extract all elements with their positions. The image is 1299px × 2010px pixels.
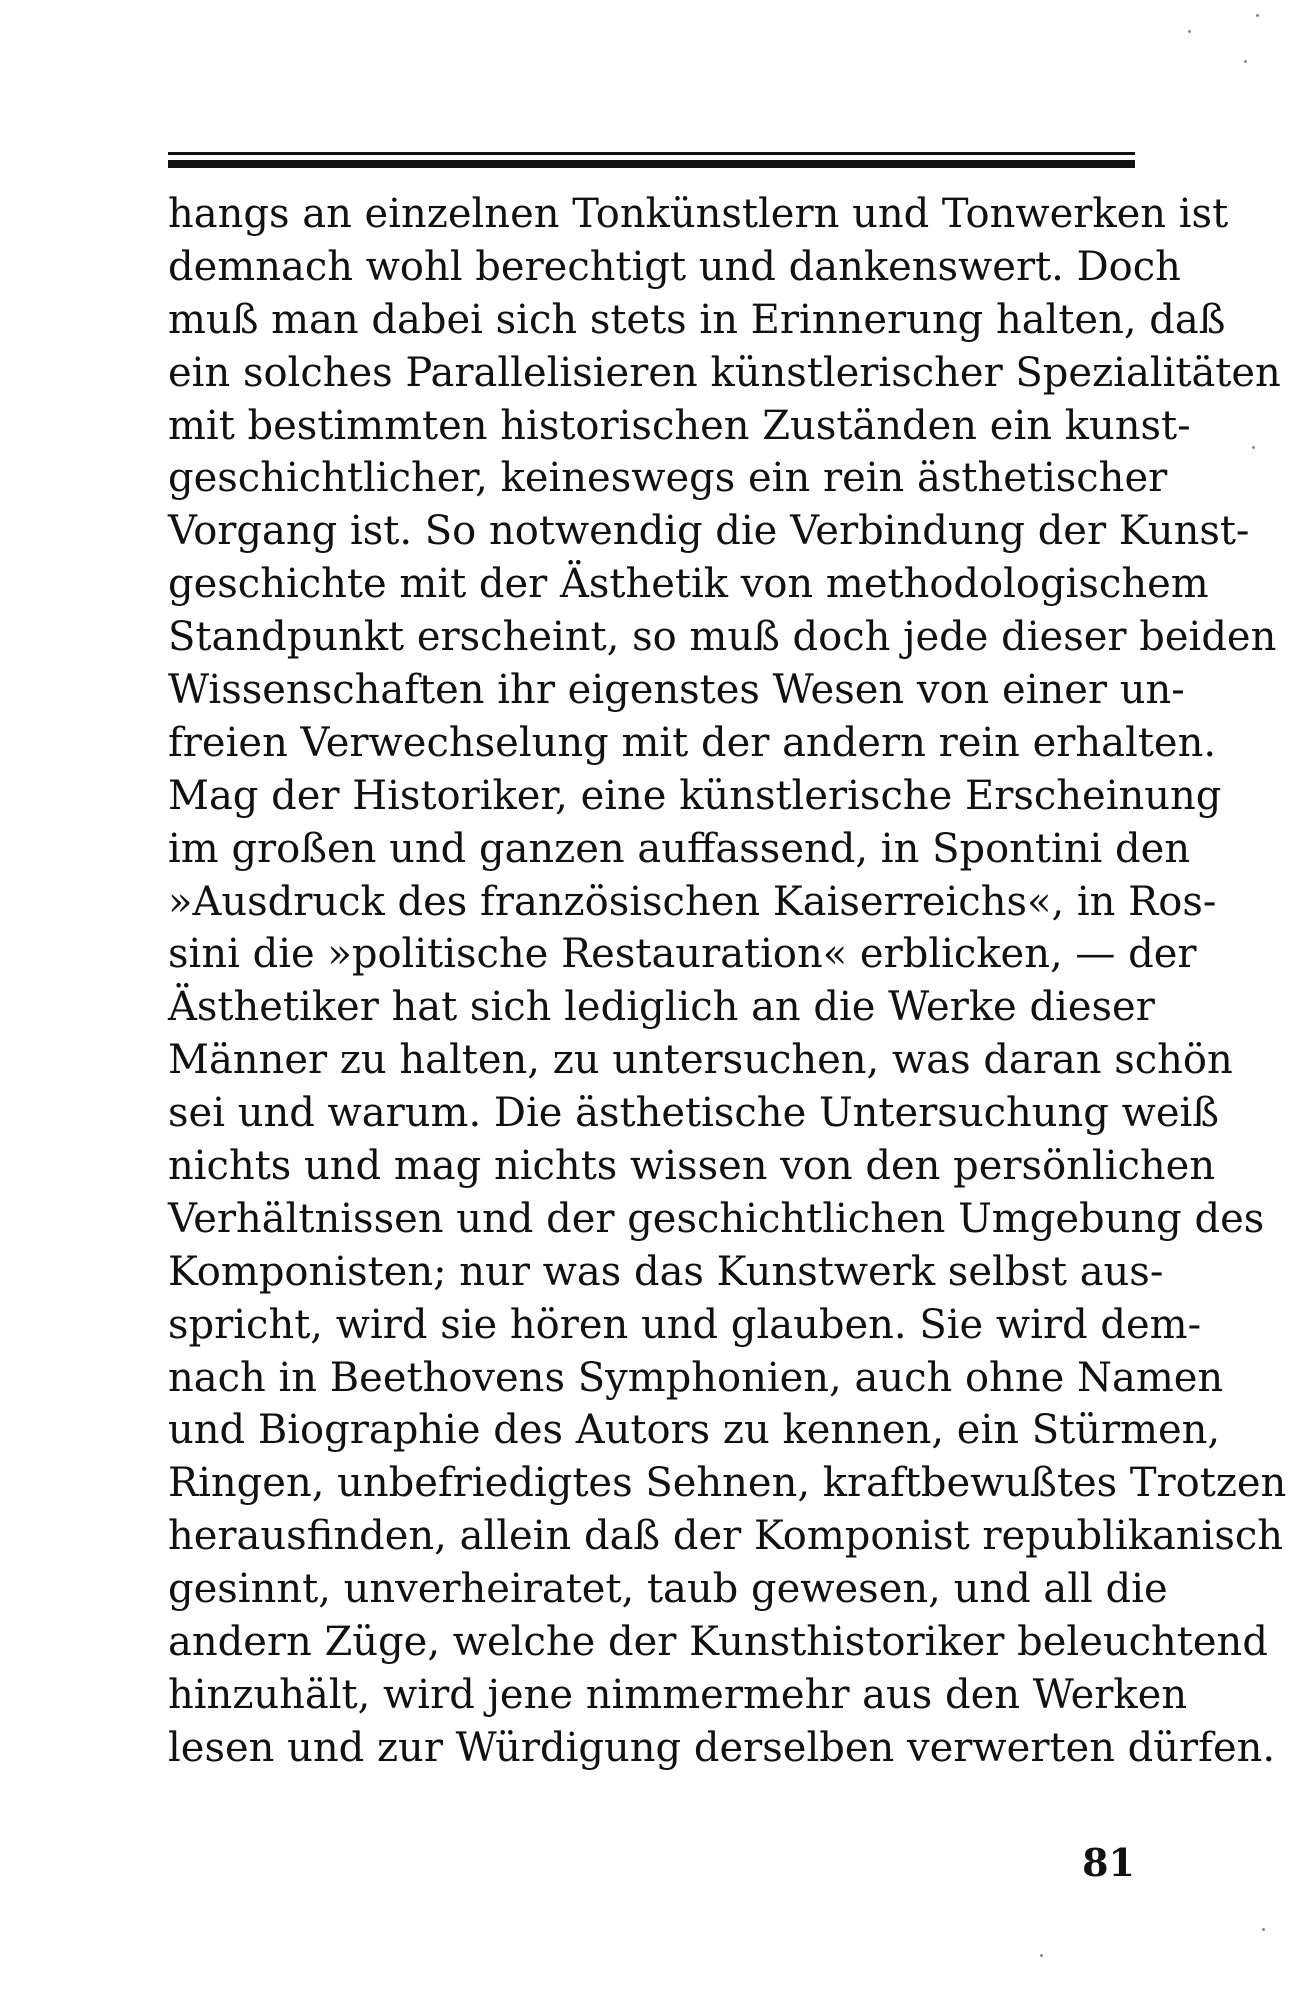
text-line: nach in Beethovens Symphonien, auch ohne Namen <box>168 1354 1224 1401</box>
text-line: im großen und ganzen auffassend, in Spontini den <box>168 825 1191 872</box>
text-line: ein solches Parallelisieren künstlerischer Spezialitäten <box>168 349 1281 396</box>
text-line: geschichte mit der Ästhetik von methodologischem <box>168 561 1209 608</box>
text-line: spricht, wird sie hören und glauben. Sie wird dem- <box>168 1301 1202 1348</box>
text-line: Verhältnissen und der geschichtlichen Umgebung des <box>168 1195 1265 1242</box>
text-line: lesen und zur Würdigung derselben verwerten dürfen. <box>168 1724 1276 1771</box>
text-line: herausfinden, allein daß der Komponist republikanisch <box>168 1513 1284 1560</box>
paper-speck <box>1256 14 1259 17</box>
text-line: sini die »politische Restauration« erblicken, — der <box>168 931 1197 978</box>
paper-speck <box>1262 1928 1265 1931</box>
body-text <box>168 188 1287 1775</box>
text-line: nichts und mag nichts wissen von den persönlichen <box>168 1143 1216 1190</box>
paper-speck <box>1040 1954 1043 1957</box>
paper-speck <box>1244 60 1247 63</box>
paper-speck <box>1252 446 1255 449</box>
text-line: sei und warum. Die ästhetische Untersuchung weiß <box>168 1090 1220 1137</box>
text-line: und Biographie des Autors zu kennen, ein Stürmen, <box>168 1407 1221 1454</box>
text-line: freien Verwechselung mit der andern rein erhalten. <box>168 719 1217 766</box>
text-line: Männer zu halten, zu untersuchen, was daran schön <box>168 1037 1233 1084</box>
text-line: Komponisten; nur was das Kunstwerk selbst aus- <box>168 1248 1164 1295</box>
text-line: geschichtlicher, keineswegs ein rein ästhetischer <box>168 455 1168 502</box>
text-line: Vorgang ist. So notwendig die Verbindung der Kunst- <box>168 508 1250 555</box>
text-line: Mag der Historiker, eine künstlerische Erscheinung <box>168 772 1222 819</box>
text-line: Ringen, unbefriedigtes Sehnen, kraftbewußtes Trotzen <box>168 1460 1287 1507</box>
paper-speck <box>1188 30 1191 33</box>
text-line: muß man dabei sich stets in Erinnerung halten, daß <box>168 296 1226 343</box>
text-line: Ästhetiker hat sich lediglich an die Werke dieser <box>168 984 1155 1031</box>
text-line: hangs an einzelnen Tonkünstlern und Tonwerken ist <box>168 191 1229 237</box>
header-rule-thick <box>168 160 1135 168</box>
text-line: »Ausdruck des französischen Kaiserreichs«, in Ros- <box>168 878 1217 925</box>
text-line: andern Züge, welche der Kunsthistoriker beleuchtend <box>168 1619 1268 1666</box>
text-line: Wissenschaften ihr eigenstes Wesen von einer un- <box>168 667 1185 714</box>
page-number: 81 <box>1082 1840 1135 1885</box>
text-line: gesinnt, unverheiratet, taub gewesen, und all die <box>168 1566 1168 1613</box>
text-line: mit bestimmten historischen Zuständen ein kunst- <box>168 402 1191 449</box>
header-rule <box>168 152 1135 168</box>
text-line: demnach wohl berechtigt und dankenswert. Doch <box>168 243 1181 290</box>
header-rule-thin <box>168 152 1135 155</box>
text-line: hinzuhält, wird jene nimmermehr aus den Werken <box>168 1671 1188 1718</box>
text-line: Standpunkt erscheint, so muß doch jede dieser beiden <box>168 614 1277 661</box>
